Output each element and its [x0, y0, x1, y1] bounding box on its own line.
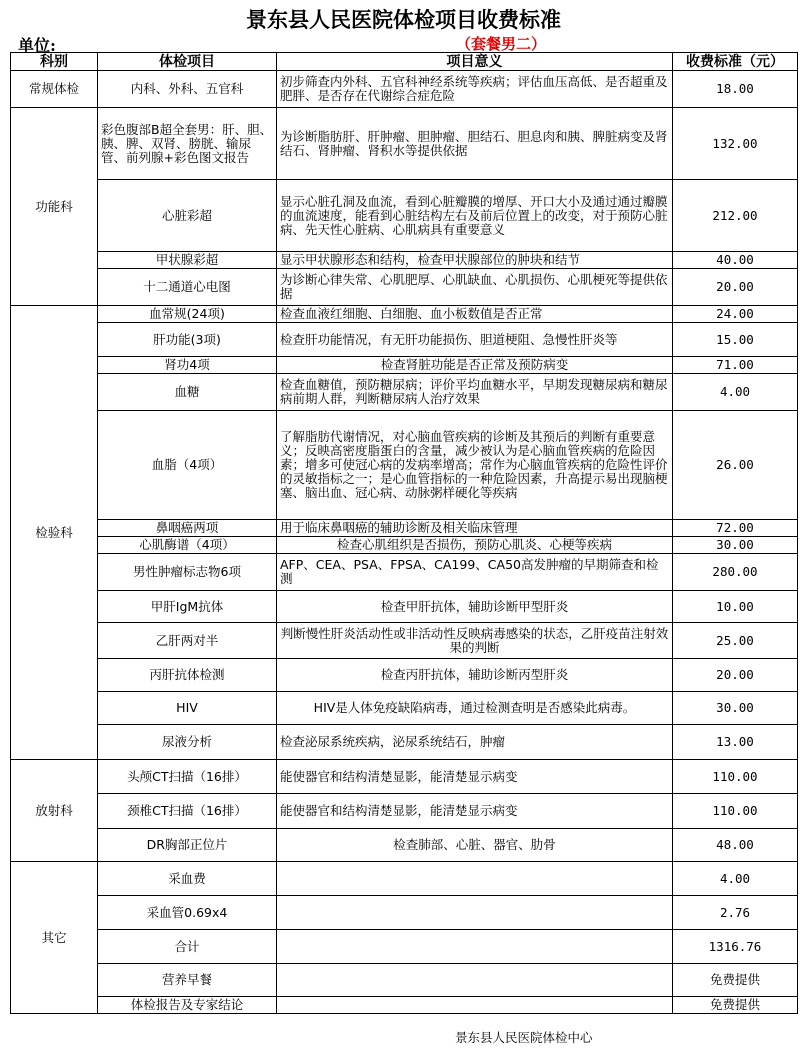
fee-cell: 18.00: [673, 71, 798, 108]
meaning-cell: [277, 997, 673, 1014]
item-cell: 内科、外科、五官科: [98, 71, 277, 108]
item-cell: 鼻咽癌两项: [98, 520, 277, 537]
meaning-cell: [277, 896, 673, 930]
fee-cell: 212.00: [673, 180, 798, 252]
item-cell: 血脂（4项）: [98, 411, 277, 520]
table-row: [11, 71, 798, 108]
meaning-cell: [277, 862, 673, 896]
meaning-cell: HIV是人体免疫缺陷病毒，通过检测查明是否感染此病毒。: [277, 692, 673, 725]
table-row: [11, 180, 798, 252]
item-cell: 尿液分析: [98, 725, 277, 760]
item-cell: 营养早餐: [98, 964, 277, 997]
fee-cell: 1316.76: [673, 930, 798, 964]
table-row: [11, 374, 798, 411]
meaning-cell: 判断慢性肝炎活动性或非活动性反映病毒感染的状态，乙肝疫苗注射效果的判断: [277, 623, 673, 659]
meaning-cell: 检查肾脏功能是否正常及预防病变: [277, 357, 673, 374]
meaning-cell: 检查肺部、心脏、器官、肋骨: [277, 829, 673, 862]
meaning-cell: 初步筛查内外科、五官科神经系统等疾病；评估血压高低、是否超重及肥胖、是否存在代谢综合症危险: [277, 71, 673, 108]
fee-cell: 13.00: [673, 725, 798, 760]
item-cell: 心肌酶谱（4项）: [98, 537, 277, 554]
meaning-cell: [277, 930, 673, 964]
table-row: [11, 760, 798, 794]
header-meaning: 项目意义: [277, 53, 673, 71]
meaning-cell: 检查心肌组织是否损伤，预防心肌炎、心梗等疾病: [277, 537, 673, 554]
fee-cell: 110.00: [673, 760, 798, 794]
fee-cell: 4.00: [673, 862, 798, 896]
meaning-cell: 检查丙肝抗体，辅助诊断丙型肝炎: [277, 659, 673, 692]
item-cell: 采血费: [98, 862, 277, 896]
item-cell: 心脏彩超: [98, 180, 277, 252]
meaning-cell: 检查甲肝抗体，辅助诊断甲型肝炎: [277, 591, 673, 623]
header-fee: 收费标准（元）: [673, 53, 798, 71]
item-cell: 采血管0.69x4: [98, 896, 277, 930]
fee-cell: 30.00: [673, 537, 798, 554]
fee-cell: 免费提供: [673, 964, 798, 997]
meaning-cell: 检查血糖值，预防糖尿病；评价平均血糖水平，早期发现糖尿病和糖尿病前期人群，判断糖尿病人治疗效果: [277, 374, 673, 411]
item-cell: DR胸部正位片: [98, 829, 277, 862]
category-cell: 检验科: [11, 306, 98, 760]
fee-cell: 免费提供: [673, 997, 798, 1014]
category-cell: 功能科: [11, 108, 98, 306]
item-cell: 彩色腹部B超全套男：肝、胆、胰、脾、双肾、膀胱、输尿管、前列腺+彩色图文报告: [98, 108, 277, 180]
table-row: [11, 794, 798, 829]
item-cell: 血常规(24项): [98, 306, 277, 323]
table-row: [11, 623, 798, 659]
table-row: [11, 862, 798, 896]
table-row: [11, 591, 798, 623]
fee-cell: 48.00: [673, 829, 798, 862]
category-cell: 其它: [11, 862, 98, 1014]
fee-cell: 40.00: [673, 252, 798, 269]
unit-label: 单位:: [18, 36, 56, 55]
table-row: [11, 411, 798, 520]
table-row: [11, 659, 798, 692]
fee-cell: 71.00: [673, 357, 798, 374]
category-cell: 放射科: [11, 760, 98, 862]
meaning-cell: 为诊断心律失常、心肌肥厚、心肌缺血、心肌损伤、心肌梗死等提供依据: [277, 269, 673, 306]
item-cell: 丙肝抗体检测: [98, 659, 277, 692]
meaning-cell: 用于临床鼻咽癌的辅助诊断及相关临床管理: [277, 520, 673, 537]
table-row: [11, 964, 798, 997]
table-row: [11, 357, 798, 374]
item-cell: 甲肝IgM抗体: [98, 591, 277, 623]
meaning-cell: 检查泌尿系统疾病，泌尿系统结石，肿瘤: [277, 725, 673, 760]
fee-cell: 25.00: [673, 623, 798, 659]
meaning-cell: 检查肝功能情况，有无肝功能损伤、胆道梗阻、急慢性肝炎等: [277, 323, 673, 357]
fee-table: [10, 52, 798, 1014]
table-row: [11, 108, 798, 180]
fee-cell: 10.00: [673, 591, 798, 623]
category-cell: 常规体检: [11, 71, 98, 108]
fee-cell: 20.00: [673, 659, 798, 692]
meaning-cell: 能使器官和结构清楚显影，能清楚显示病变: [277, 760, 673, 794]
item-cell: 十二通道心电图: [98, 269, 277, 306]
item-cell: 肾功4项: [98, 357, 277, 374]
fee-cell: 30.00: [673, 692, 798, 725]
item-cell: 血糖: [98, 374, 277, 411]
fee-cell: 4.00: [673, 374, 798, 411]
table-row: [11, 306, 798, 323]
fee-cell: 2.76: [673, 896, 798, 930]
table-row: [11, 520, 798, 537]
table-row: [11, 829, 798, 862]
meaning-cell: 能使器官和结构清楚显影，能清楚显示病变: [277, 794, 673, 829]
item-cell: 乙肝两对半: [98, 623, 277, 659]
table-row: [11, 537, 798, 554]
meaning-cell: 检查血液红细胞、白细胞、血小板数值是否正常: [277, 306, 673, 323]
item-cell: 头颅CT扫描（16排）: [98, 760, 277, 794]
table-row: [11, 252, 798, 269]
meaning-cell: 显示心脏孔洞及血流，看到心脏瓣膜的增厚、开口大小及通过通过瓣膜的血流速度，能看到心脏结构左右及前后位置上的改变，对于预防心脏病、先天性心脏病、心肌病具有重要意义: [277, 180, 673, 252]
table-row: [11, 930, 798, 964]
table-row: [11, 323, 798, 357]
item-cell: 甲状腺彩超: [98, 252, 277, 269]
table-row: [11, 692, 798, 725]
page-title: 景东县人民医院体检项目收费标准: [246, 7, 561, 32]
fee-cell: 15.00: [673, 323, 798, 357]
meaning-cell: 为诊断脂肪肝、肝肿瘤、胆肿瘤、胆结石、胆息肉和胰、脾脏病变及肾结石、肾肿瘤、肾积水等提供依据: [277, 108, 673, 180]
package-name: （套餐男二）: [456, 35, 547, 53]
header-category: 科别: [11, 53, 98, 71]
table-row: [11, 554, 798, 591]
item-cell: 体检报告及专家结论: [98, 997, 277, 1014]
footer-issuer: 景东县人民医院体检中心: [455, 1030, 593, 1045]
fee-cell: 280.00: [673, 554, 798, 591]
meaning-cell: 显示甲状腺形态和结构，检查甲状腺部位的肿块和结节: [277, 252, 673, 269]
header-item: 体检项目: [98, 53, 277, 71]
meaning-cell: 了解脂肪代谢情况，对心脑血管疾病的诊断及其预后的判断有重要意义；反映高密度脂蛋白的含量，减少被认为是心脑血管疾病的危险因素；增多可使冠心病的发病率增高；常作为心脑血管疾病的危险性评价的灵敏指标之一；是心血管指标的一种危险因素，升高提示易出现脑梗塞、脑出血、冠心病、动脉粥样硬化等疾病: [277, 411, 673, 520]
fee-cell: 26.00: [673, 411, 798, 520]
fee-cell: 24.00: [673, 306, 798, 323]
meaning-cell: AFP、CEA、PSA、FPSA、CA199、CA50高发肿瘤的早期筛查和检测: [277, 554, 673, 591]
table-row: [11, 896, 798, 930]
fee-cell: 72.00: [673, 520, 798, 537]
item-cell: 合计: [98, 930, 277, 964]
table-row: [11, 725, 798, 760]
item-cell: HIV: [98, 692, 277, 725]
item-cell: 颈椎CT扫描（16排）: [98, 794, 277, 829]
meaning-cell: [277, 964, 673, 997]
table-header-row: [11, 53, 798, 71]
item-cell: 肝功能(3项): [98, 323, 277, 357]
fee-cell: 20.00: [673, 269, 798, 306]
table-row: [11, 269, 798, 306]
fee-cell: 132.00: [673, 108, 798, 180]
fee-cell: 110.00: [673, 794, 798, 829]
item-cell: 男性肿瘤标志物6项: [98, 554, 277, 591]
table-row: [11, 997, 798, 1014]
